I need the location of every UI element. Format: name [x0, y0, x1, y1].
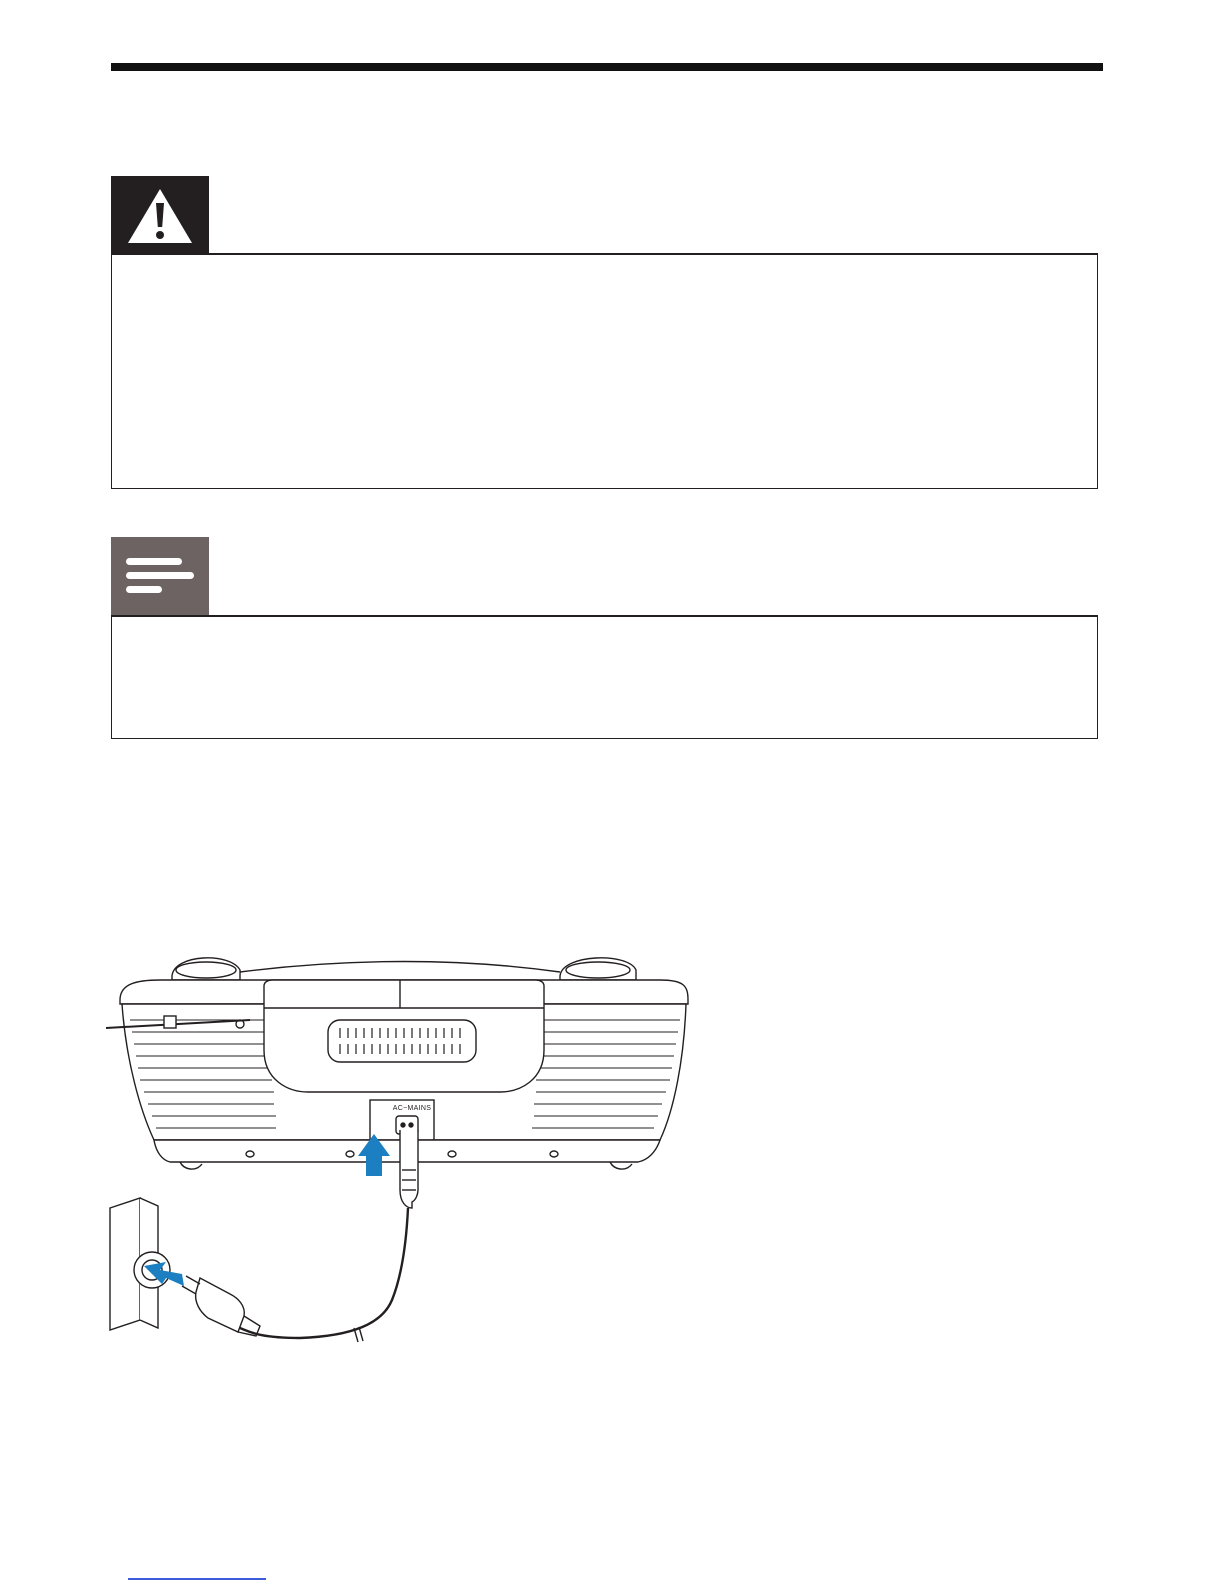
- bottom-link-underline[interactable]: [128, 1578, 266, 1580]
- note-text: [112, 617, 1097, 657]
- warning-triangle-icon: [125, 185, 195, 245]
- power-connection-illustration: [100, 940, 700, 1360]
- note-lines-icon: [120, 546, 200, 606]
- ac-mains-label: AC~MAINS: [392, 1105, 432, 1112]
- radio-rear-drawing: [100, 940, 700, 1360]
- warning-text: [112, 255, 1097, 295]
- warning-tab: [111, 176, 209, 254]
- note-tab: [111, 537, 209, 615]
- note-box: [111, 615, 1098, 739]
- top-rule: [111, 63, 1103, 71]
- warning-box: [111, 253, 1098, 489]
